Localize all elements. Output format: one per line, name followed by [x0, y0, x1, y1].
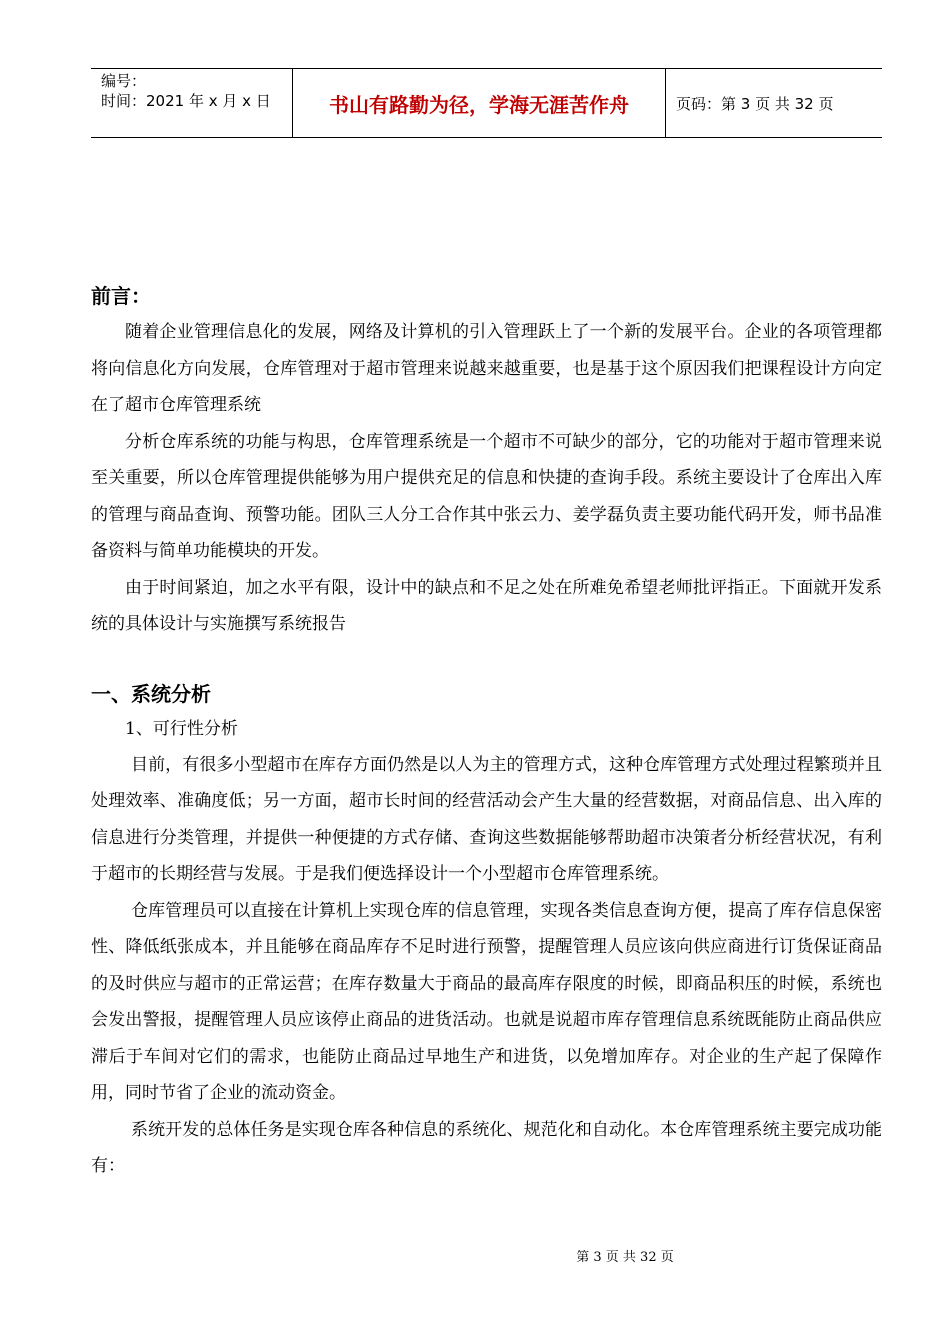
- section-paragraph: 系统开发的总体任务是实现仓库各种信息的系统化、规范化和自动化。本仓库管理系统主要完成功能有：: [91, 1119, 882, 1176]
- preface-paragraph: 随着企业管理信息化的发展，网络及计算机的引入管理跃上了一个新的发展平台。企业的各项管理都将向信息化方向发展，仓库管理对于超市管理来说越来越重要，也是基于这个原因我们把课程设计方向定在了超市仓库管理系统: [91, 322, 882, 415]
- header-page-info: 页码：第 3 页 共 32 页: [676, 94, 834, 113]
- document-body: [91, 278, 882, 1185]
- header-time-label: 时间：2021 年 x 月 x 日: [101, 92, 271, 110]
- section-title: 一、系统分析: [91, 681, 211, 706]
- page-header: [91, 68, 882, 138]
- preface-paragraph: 分析仓库系统的功能与构思，仓库管理系统是一个超市不可缺少的部分，它的功能对于超市管理来说至关重要，所以仓库管理提供能够为用户提供充足的信息和快捷的查询手段。系统主要设计了仓库出入库的管理与商品查询、预警功能。团队三人分工合作其中张云力、姜学磊负责主要功能代码开发，师书品准备资料与简单功能模块的开发。: [91, 431, 882, 561]
- section-subtitle: 1、可行性分析: [125, 718, 238, 739]
- header-number-label: 编号：: [101, 72, 147, 90]
- header-motto: 书山有路勤为径，学海无涯苦作舟: [293, 69, 666, 137]
- section-spacer: [91, 643, 882, 677]
- section-paragraph: 仓库管理员可以直接在计算机上实现仓库的信息管理，实现各类信息查询方便，提高了库存信息保密性、降低纸张成本，并且能够在商品库存不足时进行预警，提醒管理人员应该向供应商进行订货保证商品的及时供应与超市的正常运营；在库存数量大于商品的最高库存限度的时候，即商品积压的时候，系统也会发出警报，提醒管理人员应该停止商品的进货活动。也就是说超市库存管理信息系统既能防止商品供应滞后于车间对它们的需求，也能防止商品过早地生产和进货，以免增加库存。对企业的生产起了保障作用，同时节省了企业的流动资金。: [91, 900, 882, 1103]
- preface-title: 前言：: [91, 284, 151, 308]
- section-paragraph: 目前，有很多小型超市在库存方面仍然是以人为主的管理方式，这种仓库管理方式处理过程繁琐并且处理效率、准确度低；另一方面，超市长时间的经营活动会产生大量的经营数据，对商品信息、出入库的信息进行分类管理，并提供一种便捷的方式存储、查询这些数据能够帮助超市决策者分析经营状况，有利于超市的长期经营与发展。于是我们便选择设计一个小型超市仓库管理系统。: [91, 754, 882, 884]
- header-meta: [91, 69, 293, 137]
- preface-paragraph: 由于时间紧迫，加之水平有限，设计中的缺点和不足之处在所难免希望老师批评指正。下面就开发系统的具体设计与实施撰写系统报告: [91, 577, 882, 634]
- page-footer: 第 3 页 共 32 页: [576, 1250, 674, 1265]
